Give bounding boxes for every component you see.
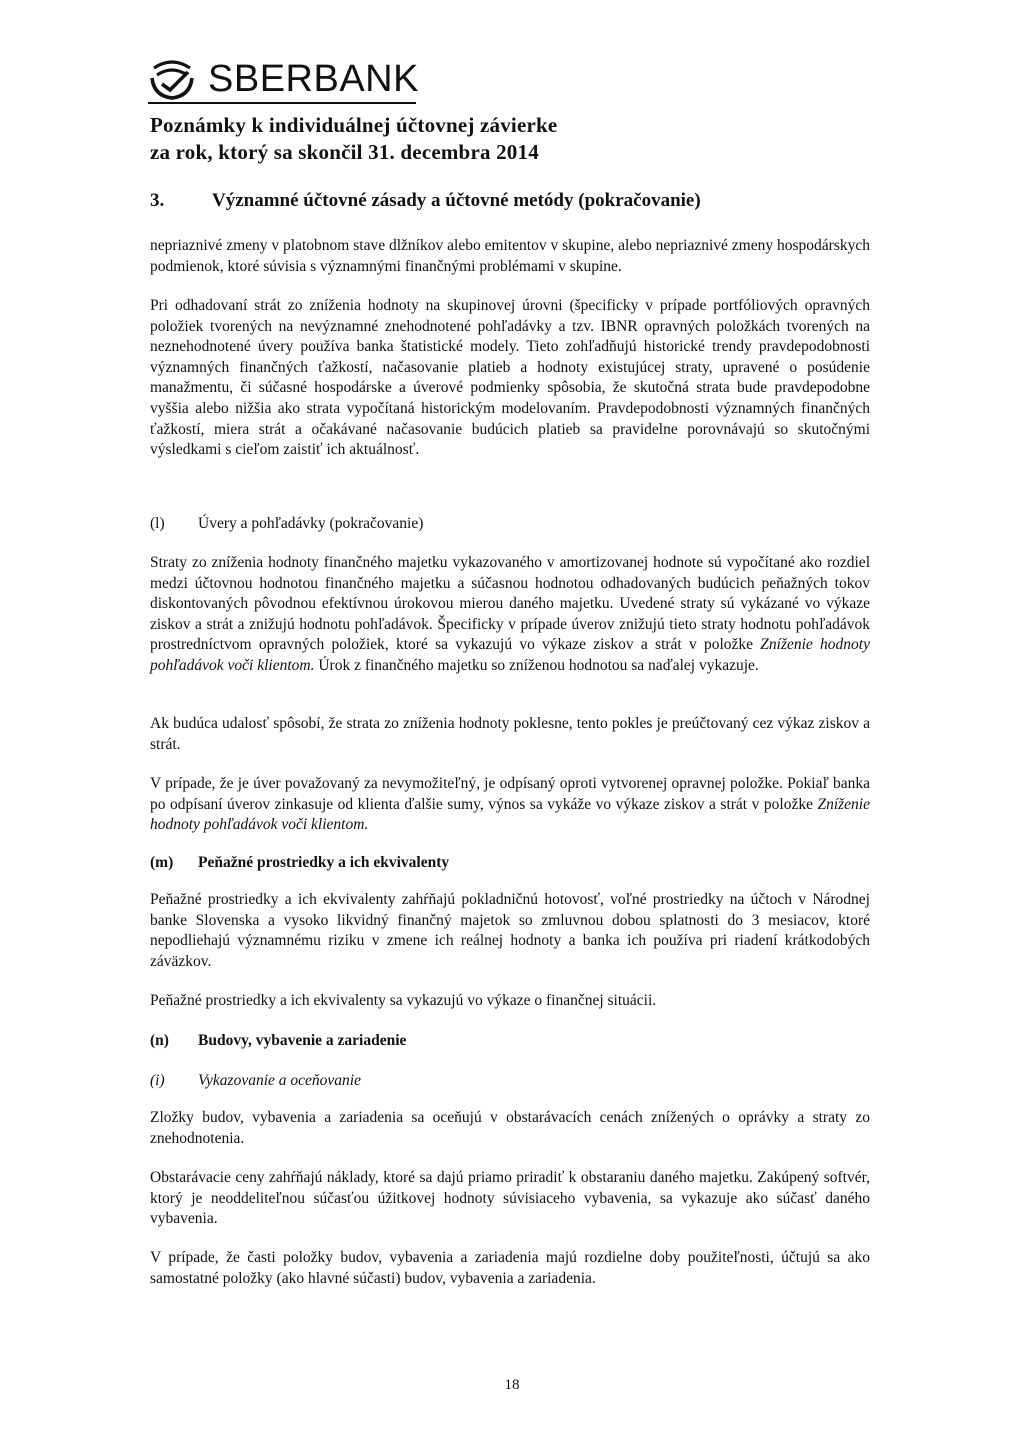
paragraph-reversal: Ak budúca udalosť spôsobí, že strata zo zníženia hodnoty poklesne, tento pokles je preúčtovaný cez výkaz ziskov a strát. bbox=[150, 715, 870, 753]
document-title-line-1: Poznámky k individuálnej účtovnej závierke bbox=[150, 113, 558, 137]
loan-impairment-text-1: Straty zo zníženia hodnoty finančného majetku vykazovaného v amortizovanej hodnote sú vypočítané ako rozdiel medzi účtovnou hodnotou finančného majetku a súčasnou hodnotou odhadovaných budúcich peňažných tokov diskontovaných pôvodnou efektívnou úrokovou mierou daného majetku. Uvedené straty sú vykázané vo výkaze ziskov a strát a znižujú hodnotu pohľadávok. Špecificky v prípade úverov znižujú tieto straty hodnotu pohľadávok prostredníctvom opravných položiek, ktoré sa vykazujú vo výkaze ziskov a strát v položke bbox=[150, 554, 870, 654]
sberbank-logo-icon bbox=[148, 58, 196, 100]
paragraph-loan-impairment bbox=[150, 553, 870, 677]
document-title bbox=[150, 112, 557, 166]
paragraph-ibnr-models: Pri odhadovaní strát zo zníženia hodnoty na skupinovej úrovni (špecificky v prípade portfóliových opravných položiek tvorených na nevýznamné znehodnotené pohľadávky a tzv. IBNR opravných položkách tvorených na neznehodnotené úvery používa banka štatistické modely. Tieto zohľadňujú historické trendy pravdepodobnosti významných finančných ťažkostí, načasovanie platieb a hodnoty existujúcej straty, upravené o posúdenie manažmentu, či súčasné hospodárske a úverové podmienky spôsobia, že skutočná strata bude pravdepodobne vyššia alebo nižšia ako strata vypočítaná historickým modelovaním. Pravdepodobnosti významných finančných ťažkostí, miera strát a očakávané načasovanie budúcich platieb sa pravidelne porovnávajú so skutočnými výsledkami s cieľom zaistiť ich aktuálnosť. bbox=[150, 297, 870, 459]
brand-name: SBERBANK bbox=[208, 58, 419, 100]
sub-subsection-mark-i: (i) bbox=[150, 1072, 165, 1089]
sub-subsection-title-i: Vykazovanie a oceňovanie bbox=[198, 1072, 361, 1089]
write-off-italic: Zníženie hodnoty pohľadávok voči klientom. bbox=[150, 795, 870, 834]
paragraph-group-impairment: nepriaznivé zmeny v platobnom stave dlžníkov alebo emitentov v skupine, alebo nepriaznivé zmeny hospodárskych podmienok, ktoré súvisia s významnými finančnými problémami v skupine. bbox=[150, 237, 870, 275]
paragraph-components: V prípade, že časti položky budov, vybavenia a zariadenia majú rozdielne doby použiteľnosti, účtujú sa ako samostatné položky (ako hlavné súčasti) budov, vybavenia a zariadenia. bbox=[150, 1249, 870, 1287]
subsection-heading-m bbox=[150, 853, 449, 873]
loan-impairment-italic: Zníženie hodnoty pohľadávok voči klientom. bbox=[150, 636, 870, 674]
write-off-text: V prípade, že je úver považovaný za nevymožiteľný, je odpísaný oproti vytvorenej opravnej položke. Pokiaľ banka po odpísaní úverov zinkasuje od klienta ďalšie sumy, výnos sa vykáže vo výkaze ziskov a strát v položke bbox=[150, 775, 870, 813]
subsection-mark-n: (n) bbox=[150, 1032, 169, 1049]
sub-subsection-heading-i bbox=[150, 1071, 361, 1091]
subsection-heading-l bbox=[150, 514, 423, 534]
subsection-heading-n bbox=[150, 1031, 406, 1051]
page-number: 18 bbox=[504, 1377, 520, 1393]
subsection-title-n: Budovy, vybavenie a zariadenie bbox=[198, 1032, 407, 1049]
section-number: 3. bbox=[150, 190, 165, 211]
subsection-title-m: Peňažné prostriedky a ich ekvivalenty bbox=[198, 854, 450, 871]
paragraph-cash-equivalents: Peňažné prostriedky a ich ekvivalenty zahŕňajú pokladničnú hotovosť, voľné prostriedky na účtoch v Národnej banke Slovenska a vysoko likvidný finančný majetok so zmluvnou dobou splatnosti do 3 mesiacov, ktoré nepodliehajú významnému riziku v zmene ich reálnej hodnoty a banka ich používa pri riadení krátkodobých záväzkov. bbox=[150, 891, 870, 970]
paragraph-measurement: Zložky budov, vybavenia a zariadenia sa oceňujú v obstarávacích cenách znížených o oprávky a straty zo znehodnotenia. bbox=[150, 1109, 870, 1147]
subsection-mark-l: (l) bbox=[150, 515, 165, 532]
document-title-line-2: za rok, ktorý sa skončil 31. decembra 2014 bbox=[150, 140, 539, 164]
paragraph-write-off bbox=[150, 774, 870, 836]
section-title: Významné účtovné zásady a účtovné metódy (pokračovanie) bbox=[212, 190, 701, 211]
loan-impairment-text-2: Úrok z finančného majetku so zníženou hodnotou sa naďalej vykazuje. bbox=[314, 656, 759, 674]
subsection-title-l: Úvery a pohľadávky (pokračovanie) bbox=[198, 515, 424, 532]
section-heading bbox=[150, 189, 701, 213]
sberbank-logo bbox=[148, 56, 419, 106]
logo-underline bbox=[148, 102, 416, 104]
subsection-mark-m: (m) bbox=[150, 854, 174, 871]
paragraph-acquisition-cost: Obstarávacie ceny zahŕňajú náklady, ktoré sa dajú priamo priradiť k obstaraniu daného majetku. Zakúpený softvér, ktorý je neoddeliteľnou súčasťou úžitkovej hodnoty súvisiaceho vybavenia, sa vykazuje ako súčasť daného vybavenia. bbox=[150, 1169, 870, 1228]
paragraph-cash-reporting: Peňažné prostriedky a ich ekvivalenty sa vykazujú vo výkaze o finančnej situácii. bbox=[150, 992, 657, 1009]
